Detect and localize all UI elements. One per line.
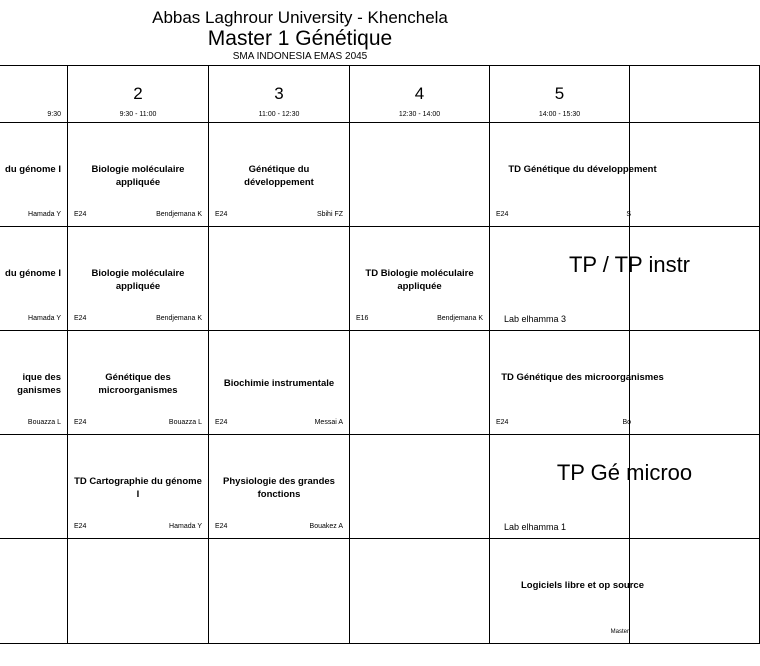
timetable-cell (209, 331, 350, 435)
course-title: Biologie moléculaire appliquée (91, 268, 185, 292)
teacher-name: Bouazza L (168, 419, 202, 426)
teacher-name: S (626, 211, 631, 218)
timetable-cell (490, 123, 657, 227)
timetable-cell (350, 331, 490, 435)
timetable-cell (350, 227, 490, 331)
teacher-name: Bendjemana K (156, 315, 202, 322)
column-header-4 (350, 66, 490, 123)
timetable-cell (0, 331, 68, 435)
timetable-cell (350, 123, 490, 227)
document-subtitle: SMA INDONESIA EMAS 2045 (232, 51, 368, 62)
teacher-name: Hamada Y (169, 523, 202, 530)
teacher-name: Bendjemana K (437, 315, 483, 322)
column-time: 12:30 - 14:00 (398, 111, 441, 118)
timetable-cell (630, 123, 760, 227)
column-header-5 (490, 66, 630, 123)
timetable-cell (490, 435, 693, 539)
column-time: 11:00 - 12:30 (258, 111, 300, 118)
timetable-cell (350, 539, 490, 644)
room-code: E24 (215, 419, 228, 426)
teacher-name: Sbihi FZ (316, 211, 343, 218)
course-title: ique des ganismes (17, 372, 61, 396)
course-title: Génétique des microorganismes (98, 372, 178, 396)
room-code: E24 (215, 211, 228, 218)
course-title: TD Génétique des microorganismes (501, 372, 664, 383)
teacher-name: Messai A (314, 419, 343, 426)
course-title: TD Génétique du développement (508, 164, 657, 175)
university-name: Abbas Laghrour University - Khenchela (152, 8, 448, 27)
timetable-cell (630, 435, 760, 539)
timetable-cell (490, 331, 664, 435)
teacher-name: Hamada Y (28, 315, 61, 322)
column-time: 9:30 (47, 111, 61, 118)
column-number: 5 (554, 84, 565, 103)
teacher-name: Master (610, 629, 629, 635)
timetable-cell (68, 227, 209, 331)
timetable-cell (350, 435, 490, 539)
column-header-3 (209, 66, 350, 123)
program-title: Master 1 Génétique (207, 27, 393, 50)
course-title: TP / TP instr (568, 252, 691, 277)
course-title: du génome I (5, 164, 61, 175)
teacher-name: Bo (622, 419, 631, 426)
timetable-cell (0, 123, 68, 227)
room-code: E24 (74, 419, 87, 426)
course-title: Biologie moléculaire appliquée (91, 164, 185, 188)
timetable-cell (209, 539, 350, 644)
course-title: TP Gé microo (556, 460, 693, 485)
room-code: E16 (356, 315, 369, 322)
course-title: Biochimie instrumentale (223, 378, 335, 389)
course-title: Génétique du développement (244, 164, 314, 188)
room-code: E24 (74, 211, 87, 218)
column-header-2 (68, 66, 209, 123)
column-number: 2 (133, 84, 143, 103)
column-time: 14:00 - 15:30 (538, 111, 581, 118)
timetable-cell (490, 539, 644, 644)
course-title: TD Biologie moléculaire appliquée (365, 268, 474, 292)
timetable-cell (209, 227, 350, 331)
column-number: 4 (414, 84, 425, 103)
timetable-cell (68, 435, 209, 539)
timetable-cell (0, 539, 68, 644)
timetable-cell (209, 435, 350, 539)
room-code: E24 (74, 523, 87, 530)
column-header-6 (630, 66, 760, 123)
teacher-name: Bouakez A (309, 523, 343, 530)
timetable-cell (68, 123, 209, 227)
room-code: E24 (496, 211, 509, 218)
timetable-cell (630, 539, 760, 644)
timetable-cell (490, 227, 691, 331)
timetable-cell (630, 227, 760, 331)
timetable-cell (0, 435, 68, 539)
column-time: 9:30 - 11:00 (119, 111, 157, 118)
teacher-name: Bouazza L (27, 419, 61, 426)
course-title: du génome I (5, 268, 61, 279)
course-title: Logiciels libre et op source (520, 580, 644, 591)
column-number: 3 (274, 84, 284, 103)
room-code: E24 (74, 315, 87, 322)
column-header-1 (0, 66, 68, 123)
room-code: E24 (215, 523, 228, 530)
room-code: Lab elhamma 3 (504, 314, 567, 324)
timetable-cell (68, 331, 209, 435)
teacher-name: Hamada Y (28, 211, 61, 218)
timetable-cell (68, 539, 209, 644)
timetable-cell (209, 123, 350, 227)
timetable-cell (0, 227, 68, 331)
course-title: TD Cartographie du génome I (74, 476, 202, 500)
room-code: Lab elhamma 1 (504, 522, 567, 532)
room-code: E24 (496, 419, 509, 426)
course-title: Physiologie des grandes fonctions (223, 476, 335, 500)
teacher-name: Bendjemana K (156, 211, 202, 218)
timetable-grid (0, 65, 760, 648)
timetable-cell (630, 331, 760, 435)
